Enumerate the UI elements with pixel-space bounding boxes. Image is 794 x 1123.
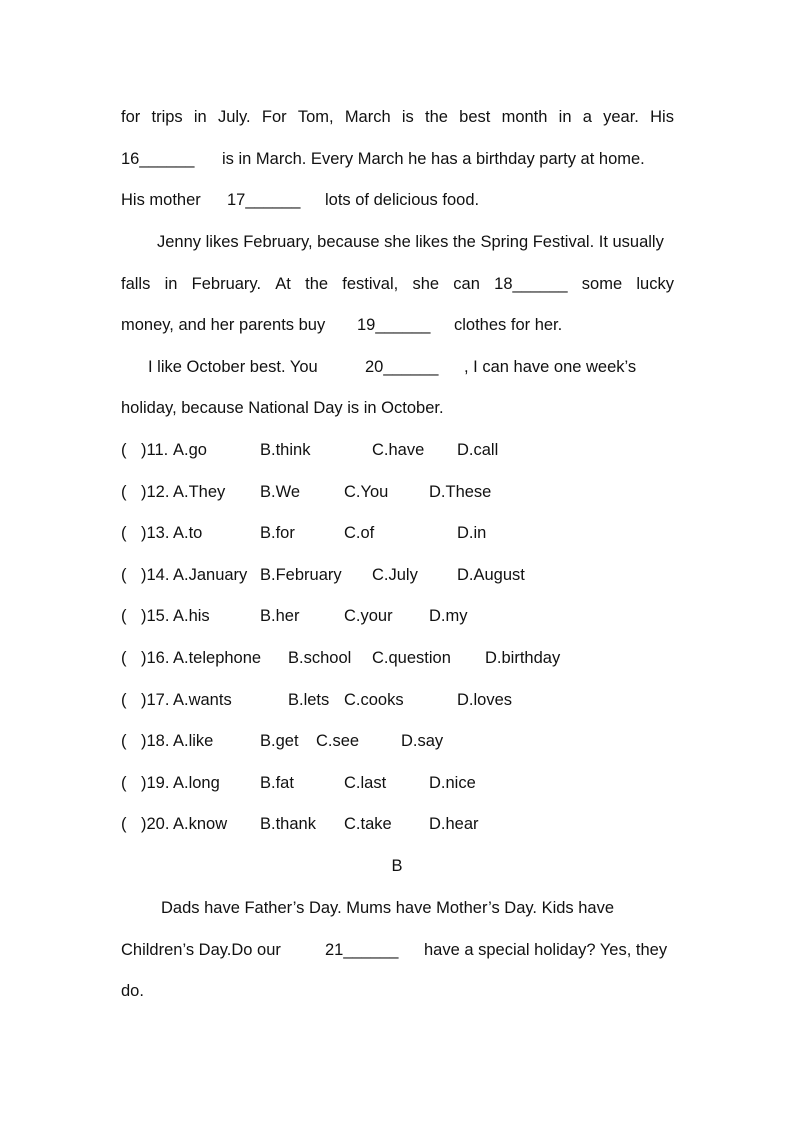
option-c: C.of	[344, 524, 375, 542]
blank-19: 19______	[357, 316, 431, 334]
answer-paren: (	[121, 524, 127, 542]
option-d: D.nice	[429, 774, 476, 792]
question-row	[121, 521, 674, 545]
option-c: C.have	[372, 441, 425, 459]
option-d: D.loves	[457, 691, 513, 709]
question-row	[121, 604, 674, 628]
option-b: B.school	[288, 649, 352, 667]
question-number: )13.	[141, 524, 170, 542]
option-a: A.his	[173, 607, 210, 625]
option-c: C.question	[372, 649, 451, 667]
word: year.	[603, 108, 639, 126]
word: His	[650, 108, 674, 126]
question-number: )15.	[141, 607, 170, 625]
option-d: D.birthday	[485, 649, 561, 667]
question-number: )19.	[141, 774, 170, 792]
section-b-line-1	[161, 896, 674, 920]
line-text: Dads have Father’s Day. Mums have Mother’s Day. Kids have	[161, 899, 615, 917]
question-number: )16.	[141, 649, 170, 667]
line-text: holiday, because National Day is in October.	[121, 399, 444, 417]
word: Tom,	[297, 108, 334, 126]
option-c: C.last	[344, 774, 387, 792]
word: she	[412, 275, 440, 293]
answer-paren: (	[121, 607, 127, 625]
option-b: B.for	[260, 524, 295, 542]
option-a: A.like	[173, 732, 214, 750]
blank-16: 16______	[121, 150, 195, 168]
passage-a-line-7	[121, 355, 674, 379]
word: For	[261, 108, 287, 126]
blank-20: 20______	[365, 358, 439, 376]
line-text: clothes for her.	[454, 316, 563, 334]
answer-paren: (	[121, 774, 127, 792]
passage-a-line-8	[121, 396, 674, 420]
line-text: , I can have one week’s	[464, 358, 637, 376]
question-row	[121, 812, 674, 836]
line-text: have a special holiday? Yes, they	[424, 941, 668, 959]
option-c: C.July	[372, 566, 418, 584]
passage-a-line-3	[121, 188, 674, 212]
option-a: A.to	[173, 524, 203, 542]
line-text: His mother	[121, 191, 201, 209]
passage-a-line-6	[121, 313, 674, 337]
word: the	[425, 108, 448, 126]
passage-a-line-2	[121, 147, 674, 171]
question-row	[121, 563, 674, 587]
question-row	[121, 480, 674, 504]
question-number: )11.	[141, 441, 169, 459]
word: July.	[217, 108, 251, 126]
word: lucky	[636, 275, 674, 293]
option-d: D.These	[429, 483, 492, 501]
line-text: lots of delicious food.	[325, 191, 480, 209]
option-b: B.fat	[260, 774, 294, 792]
option-c: C.take	[344, 815, 392, 833]
line-text: Jenny likes February, because she likes the Spring Festival. It usually	[157, 233, 664, 251]
option-b: B.lets	[288, 691, 330, 709]
answer-paren: (	[121, 483, 127, 501]
question-number: )12.	[141, 483, 170, 501]
question-row	[121, 646, 674, 670]
section-b-line-3	[121, 979, 674, 1003]
word: can	[453, 275, 480, 293]
question-row	[121, 438, 674, 462]
option-d: D.August	[457, 566, 525, 584]
blank-21: 21______	[325, 941, 399, 959]
option-d: D.say	[401, 732, 444, 750]
answer-paren: (	[121, 649, 127, 667]
blank-17: 17______	[227, 191, 301, 209]
word: trips	[151, 108, 183, 126]
word: for	[121, 108, 141, 126]
answer-paren: (	[121, 566, 127, 584]
line-text: Children’s Day.Do our	[121, 941, 281, 959]
word: festival,	[342, 275, 399, 293]
option-b: B.February	[260, 566, 342, 584]
question-row	[121, 688, 674, 712]
question-row	[121, 771, 674, 795]
word: month	[501, 108, 548, 126]
option-a: A.know	[173, 815, 228, 833]
line-text: I like October best. You	[148, 358, 318, 376]
answer-paren: (	[121, 732, 127, 750]
option-a: A.wants	[173, 691, 232, 709]
word: in	[558, 108, 572, 126]
passage-a-line-5	[121, 272, 674, 296]
line-text: money, and her parents buy	[121, 316, 326, 334]
passage-a-line-4	[157, 230, 674, 254]
option-a: A.They	[173, 483, 226, 501]
word: 18______	[494, 275, 568, 293]
option-a: A.go	[173, 441, 207, 459]
option-b: B.get	[260, 732, 299, 750]
word: best	[459, 108, 491, 126]
option-c: C.see	[316, 732, 360, 750]
word: some	[581, 275, 623, 293]
option-b: B.think	[260, 441, 311, 459]
option-b: B.We	[260, 483, 301, 501]
word: is	[401, 108, 414, 126]
section-b-line-2	[121, 938, 674, 962]
option-a: A.long	[173, 774, 220, 792]
option-c: C.your	[344, 607, 393, 625]
answer-paren: (	[121, 441, 127, 459]
option-a: A.telephone	[173, 649, 262, 667]
question-number: )20.	[141, 815, 170, 833]
line-text: do.	[121, 982, 144, 1000]
line-text: is in March. Every March he has a birthday party at home.	[222, 150, 645, 168]
option-c: C.You	[344, 483, 389, 501]
question-number: )17.	[141, 691, 170, 709]
option-d: D.in	[457, 524, 487, 542]
answer-paren: (	[121, 691, 127, 709]
option-b: B.her	[260, 607, 300, 625]
option-d: D.my	[429, 607, 468, 625]
question-row	[121, 729, 674, 753]
word: a	[582, 108, 592, 126]
option-d: D.call	[457, 441, 499, 459]
option-b: B.thank	[260, 815, 316, 833]
question-number: )18.	[141, 732, 170, 750]
word: in	[164, 275, 178, 293]
question-number: )14.	[141, 566, 170, 584]
word: the	[305, 275, 329, 293]
word: March	[344, 108, 391, 126]
passage-a-line-1	[121, 105, 674, 129]
word: At	[275, 275, 291, 293]
answer-paren: (	[121, 815, 127, 833]
word: in	[193, 108, 207, 126]
option-a: A.January	[173, 566, 248, 584]
option-d: D.hear	[429, 815, 479, 833]
word: falls	[121, 275, 151, 293]
word: February.	[191, 275, 262, 293]
section-b-heading: B	[391, 857, 403, 875]
option-c: C.cooks	[344, 691, 404, 709]
